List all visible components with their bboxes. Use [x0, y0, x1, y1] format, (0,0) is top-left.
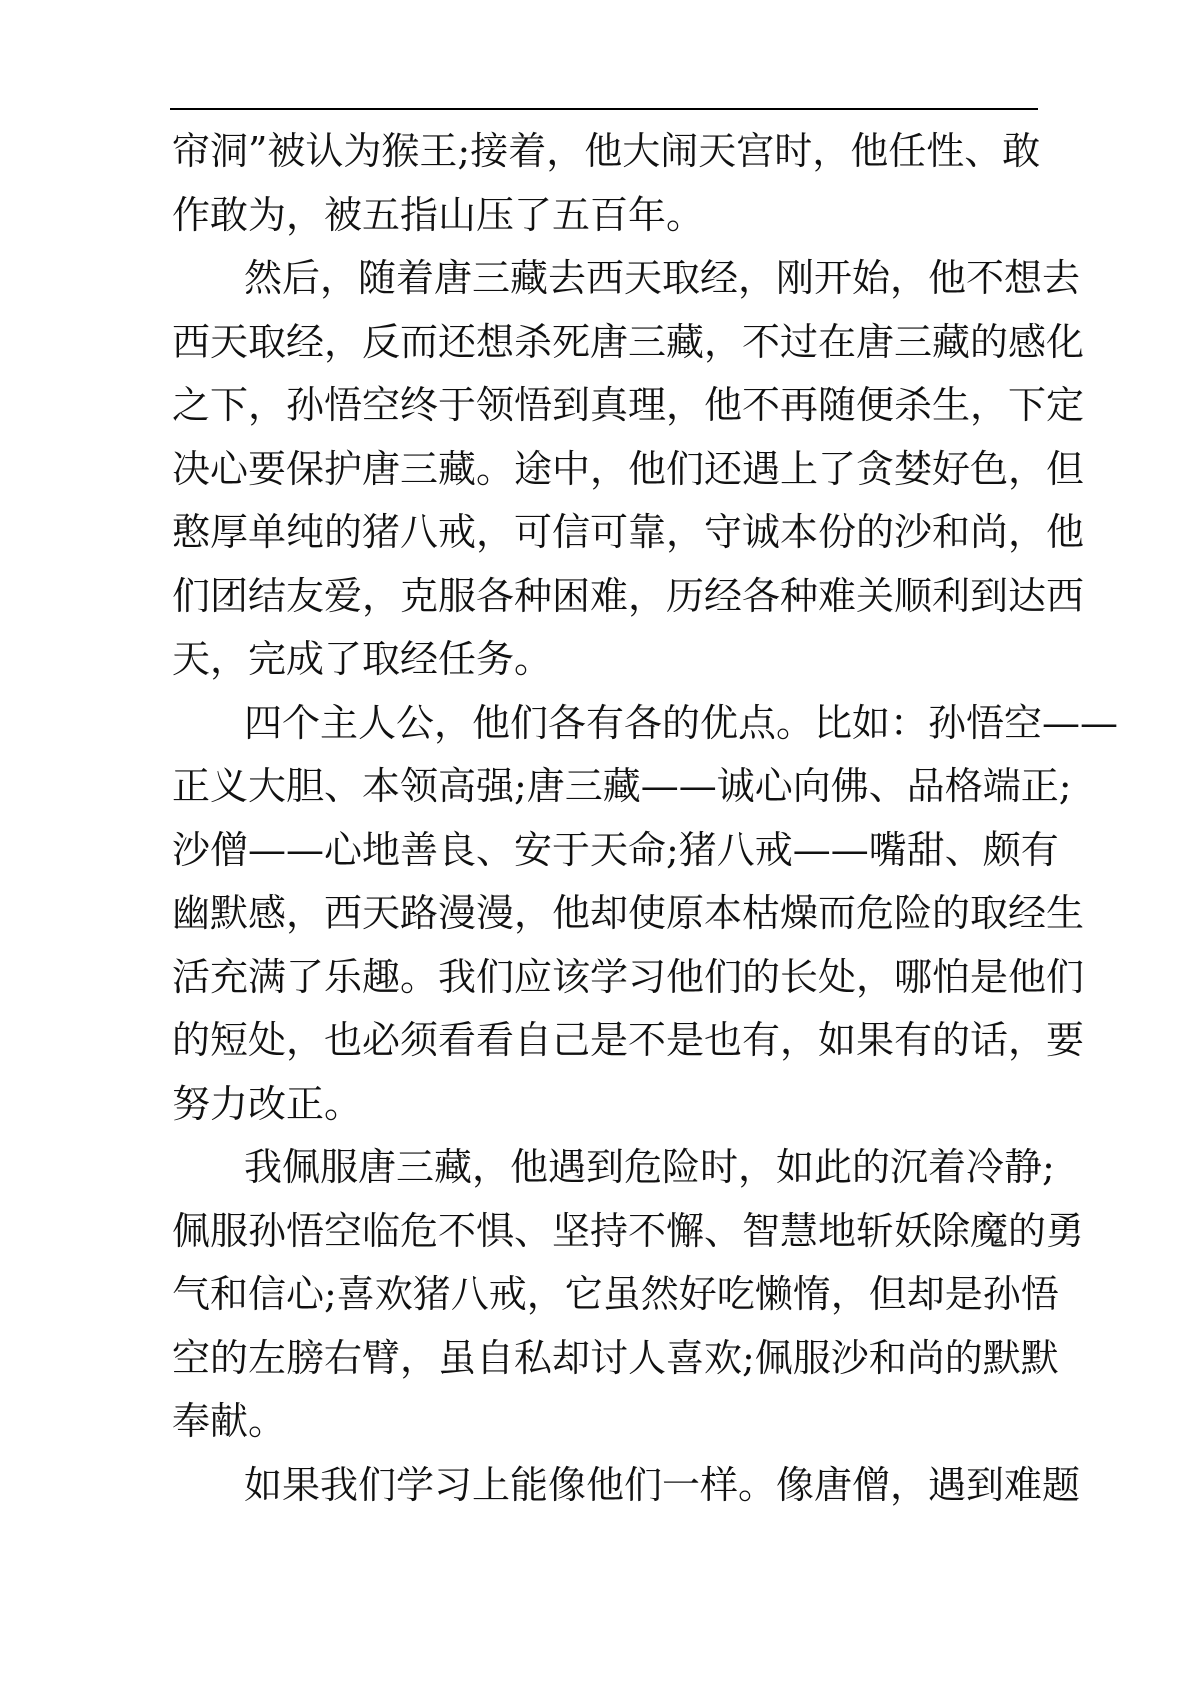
text-line: 我佩服唐三藏，他遇到危险时，如此的沉着冷静; — [244, 1145, 1055, 1189]
text-line: 决心要保护唐三藏。途中，他们还遇上了贪婪好色，但 — [172, 446, 1085, 491]
text-line: 的短处，也必须看看自己是不是也有，如果有的话，要 — [172, 1018, 1085, 1062]
text-line: 之下，孙悟空终于领悟到真理，他不再随便杀生，下定 — [172, 383, 1085, 427]
text-line: 佩服孙悟空临危不惧、坚持不懈、智慧地斩妖除魔的勇 — [172, 1208, 1085, 1253]
text-line: 空的左膀右臂，虽自私却讨人喜欢;佩服沙和尚的默默 — [172, 1335, 1059, 1380]
paragraph-2 — [172, 247, 1085, 692]
text-line: 四个主人公，他们各有各的优点。比如：孙悟空—— — [244, 700, 1119, 745]
text-line: 然后，随着唐三藏去西天取经，刚开始，他不想去 — [244, 256, 1081, 300]
paragraph-3 — [172, 692, 1119, 1137]
text-line: 活充满了乐趣。我们应该学习他们的长处，哪怕是他们 — [172, 954, 1085, 999]
paragraph-4 — [172, 1136, 1085, 1454]
text-line: 憨厚单纯的猪八戒，可信可靠，守诚本份的沙和尚，他 — [172, 510, 1085, 554]
text-line: 如果我们学习上能像他们一样。像唐僧，遇到难题 — [244, 1462, 1081, 1507]
paragraph-1 — [172, 120, 1041, 247]
text-line: 沙僧——心地善良、安于天命;猪八戒——嘴甜、颇有 — [172, 827, 1059, 872]
text-line: 们团结友爱，克服各种困难，历经各种难关顺利到达西 — [172, 573, 1085, 618]
paragraph-5 — [172, 1454, 1081, 1518]
header-rule — [170, 108, 1038, 110]
text-line: 气和信心;喜欢猪八戒，它虽然好吃懒惰，但却是孙悟 — [172, 1272, 1059, 1316]
text-line: 天，完成了取经任务。 — [172, 637, 553, 681]
text-line: 努力改正。 — [172, 1081, 363, 1126]
text-line: 西天取经，反而还想杀死唐三藏，不过在唐三藏的感化 — [172, 319, 1085, 364]
text-line: 幽默感，西天路漫漫，他却使原本枯燥而危险的取经生 — [172, 891, 1085, 935]
text-line: 正义大胆、本领高强;唐三藏——诚心向佛、品格端正; — [172, 764, 1072, 808]
text-line: 帘洞”被认为猴王;接着，他大闹天宫时，他任性、敢 — [172, 129, 1041, 173]
text-line: 奉献。 — [172, 1399, 287, 1443]
document-body — [172, 120, 1119, 1517]
text-line: 作敢为，被五指山压了五百年。 — [172, 192, 705, 237]
